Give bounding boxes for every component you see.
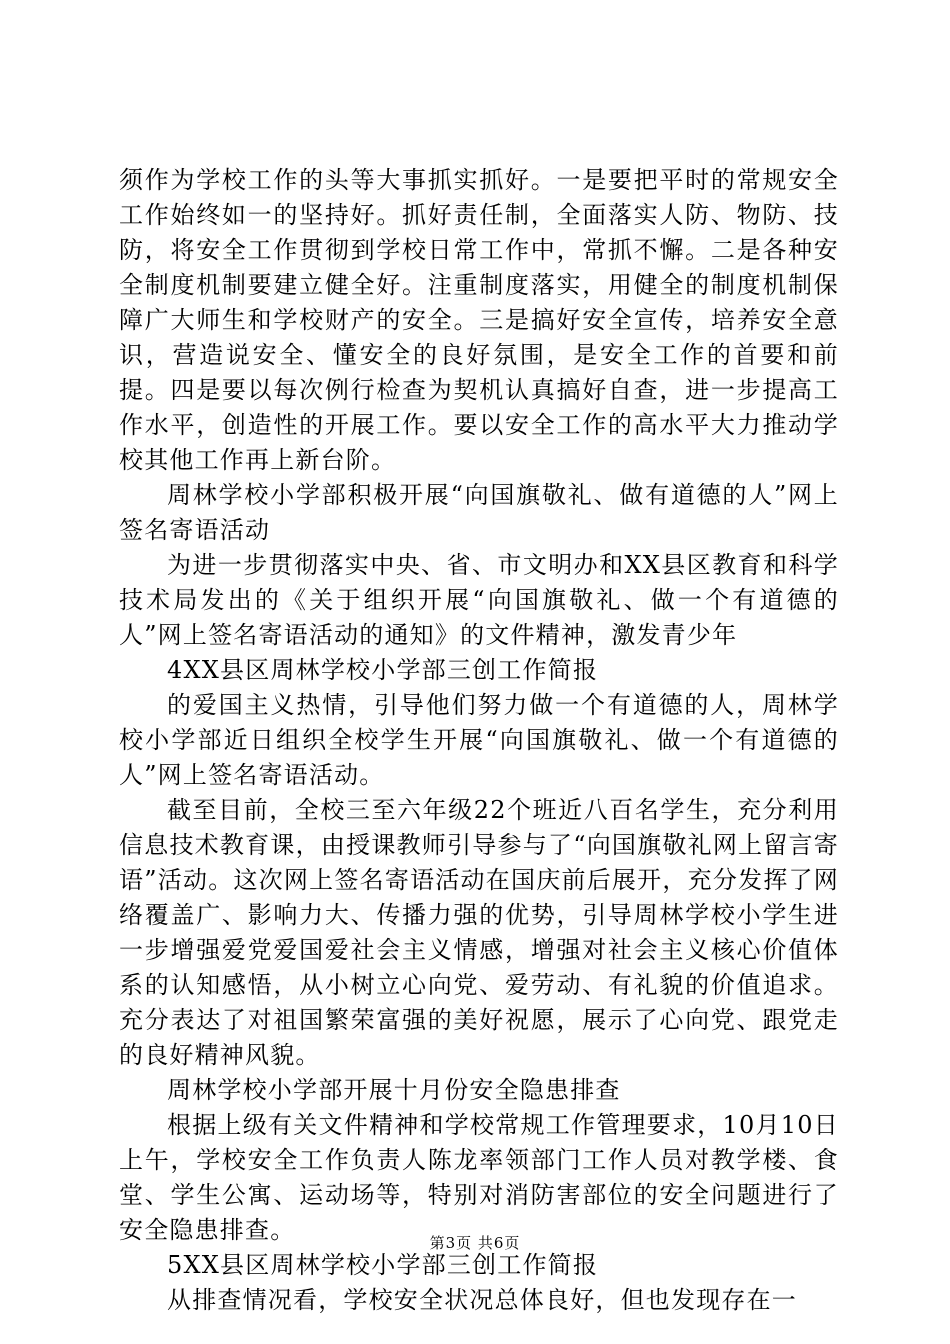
- paragraph-10: 从排查情况看，学校安全状况总体良好，但也发现存在一: [167, 1286, 797, 1314]
- paragraph-4-running-header: 4XX县区周林学校小学部三创工作简报: [167, 656, 599, 684]
- paragraph-9-running-header: 5XX县区周林学校小学部三创工作简报: [167, 1251, 599, 1279]
- paragraph-1: 须作为学校工作的头等大事抓实抓好。一是要把平时的常规安全工作始终如一的坚持好。抓好责任制，全面落实人防、物防、技防，将安全工作贯彻到学校日常工作中，常抓不懈。二是各种安全制度机制要建立健全好。注重制度落实，用健全的制度机制保障广大师生和学校财产的安全。三是搞好安全宣传，培养安全意识，营造说安全、懂安全的良好氛围，是安全工作的首要和前提。四是要以每次例行检查为契机认真搞好自查，进一步提高工作水平，创造性的开展工作。要以安全工作的高水平大力推动学校其他工作再上新台阶。: [119, 166, 839, 474]
- paragraph-2-heading: 周林学校小学部积极开展“向国旗敬礼、做有道德的人”网上签名寄语活动: [119, 481, 839, 544]
- paragraph-6: 截至目前，全校三至六年级22个班近八百名学生，充分利用信息技术教育课，由授课教师引导参与了“向国旗敬礼网上留言寄语”活动。这次网上签名寄语活动在国庆前后展开，充分发挥了网络覆盖广、影响力大、传播力强的优势，引导周林学校小学生进一步增强爱党爱国爱社会主义情感，增强对社会主义核心价值体系的认知感悟，从小树立心向党、爱劳动、有礼貌的价值追求。充分表达了对祖国繁荣富强的美好祝愿，展示了心向党、跟党走的良好精神风貌。: [119, 796, 839, 1069]
- page-number-footer: 第3页 共6页: [429, 1234, 521, 1252]
- paragraph-3: 为进一步贯彻落实中央、省、市文明办和XX县区教育和科学技术局发出的《关于组织开展“向国旗敬礼、做一个有道德的人”网上签名寄语活动的通知》的文件精神，激发青少年: [119, 551, 839, 649]
- document-body: [119, 163, 839, 1318]
- paragraph-8: 根据上级有关文件精神和学校常规工作管理要求，10月10日上午，学校安全工作负责人陈龙率领部门工作人员对教学楼、食堂、学生公寓、运动场等，特别对消防害部位的安全问题进行了安全隐患排查。: [119, 1111, 839, 1244]
- paragraph-5: 的爱国主义热情，引导他们努力做一个有道德的人，周林学校小学部近日组织全校学生开展“向国旗敬礼、做一个有道德的人”网上签名寄语活动。: [119, 691, 839, 789]
- paragraph-7-heading: 周林学校小学部开展十月份安全隐患排查: [167, 1076, 621, 1104]
